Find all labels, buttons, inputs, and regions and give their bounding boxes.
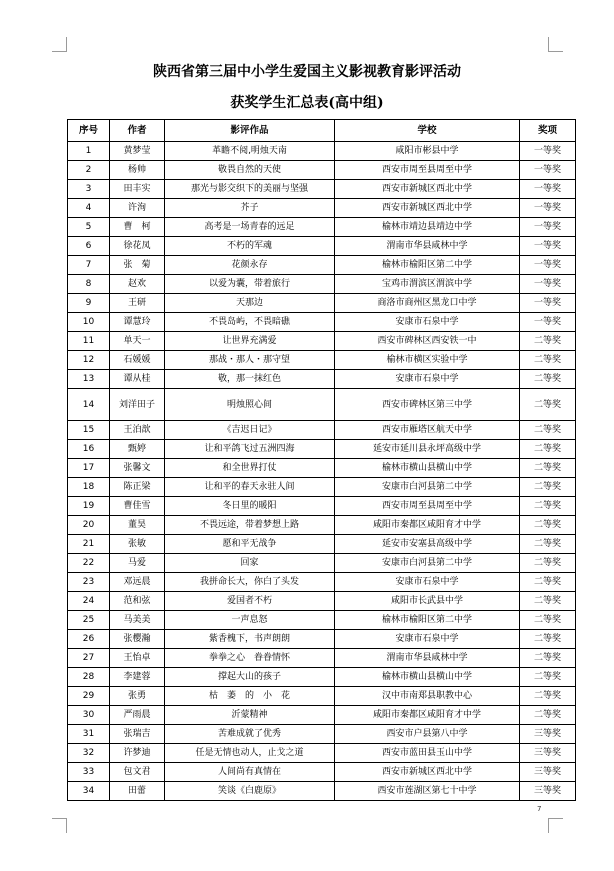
table-body xyxy=(68,142,576,801)
cell-work: 芥子 xyxy=(165,199,335,218)
header-award: 奖项 xyxy=(520,120,576,142)
cell-award: 二等奖 xyxy=(520,497,576,516)
cell-index: 20 xyxy=(68,516,110,535)
cell-award: 一等奖 xyxy=(520,218,576,237)
cell-work: 枯 萎 的 小 花 xyxy=(165,687,335,706)
cell-award: 二等奖 xyxy=(520,630,576,649)
table-row xyxy=(68,725,576,744)
table-row xyxy=(68,421,576,440)
page-number: 7 xyxy=(537,805,542,813)
cell-work: 那光与影交织下的美丽与坚强 xyxy=(165,180,335,199)
cell-school: 西安市新城区西北中学 xyxy=(335,763,520,782)
table-row xyxy=(68,611,576,630)
cell-school: 咸阳市长武县中学 xyxy=(335,592,520,611)
table-row xyxy=(68,459,576,478)
cell-work: 让世界充满爱 xyxy=(165,332,335,351)
cell-award: 一等奖 xyxy=(520,161,576,180)
cell-author: 谭从桂 xyxy=(110,370,165,389)
cell-author: 王研 xyxy=(110,294,165,313)
cell-school: 汉中市南郑县职教中心 xyxy=(335,687,520,706)
cell-index: 31 xyxy=(68,725,110,744)
header-work: 影评作品 xyxy=(165,120,335,142)
cell-school: 西安市户县第八中学 xyxy=(335,725,520,744)
cell-author: 甄婷 xyxy=(110,440,165,459)
table-row xyxy=(68,256,576,275)
cell-author: 刘洋田子 xyxy=(110,389,165,421)
cell-work: 明烛照心间 xyxy=(165,389,335,421)
cell-index: 11 xyxy=(68,332,110,351)
cell-school: 安康市石泉中学 xyxy=(335,370,520,389)
cell-work: 天那边 xyxy=(165,294,335,313)
cell-work: 花颜永存 xyxy=(165,256,335,275)
cell-author: 石媛媛 xyxy=(110,351,165,370)
cell-work: 我拼命长大，你白了头发 xyxy=(165,573,335,592)
cell-author: 张 菊 xyxy=(110,256,165,275)
cell-school: 安康市石泉中学 xyxy=(335,313,520,332)
cell-index: 13 xyxy=(68,370,110,389)
cell-index: 10 xyxy=(68,313,110,332)
cell-school: 西安市碑林区西安铁一中 xyxy=(335,332,520,351)
cell-author: 田丰实 xyxy=(110,180,165,199)
table-row xyxy=(68,294,576,313)
table-row xyxy=(68,180,576,199)
table-row xyxy=(68,199,576,218)
table-row xyxy=(68,237,576,256)
cell-award: 二等奖 xyxy=(520,687,576,706)
cell-work: 革瞻不阅,明烛天南 xyxy=(165,142,335,161)
cell-work: 高考是一场青春的远足 xyxy=(165,218,335,237)
cell-award: 二等奖 xyxy=(520,573,576,592)
cell-school: 榆林市榆阳区第二中学 xyxy=(335,611,520,630)
cell-school: 咸阳市秦都区咸阳育才中学 xyxy=(335,706,520,725)
cell-index: 2 xyxy=(68,161,110,180)
cell-award: 一等奖 xyxy=(520,237,576,256)
table-row xyxy=(68,630,576,649)
cell-award: 一等奖 xyxy=(520,275,576,294)
cell-author: 王泊歆 xyxy=(110,421,165,440)
cell-work: 任是无情也动人，止戈之道 xyxy=(165,744,335,763)
cell-index: 5 xyxy=(68,218,110,237)
table-row xyxy=(68,497,576,516)
cell-work: 紫香槐下，书声朗朗 xyxy=(165,630,335,649)
cell-award: 二等奖 xyxy=(520,440,576,459)
cell-award: 二等奖 xyxy=(520,459,576,478)
cell-work: 一声息怒 xyxy=(165,611,335,630)
crop-mark-top-right xyxy=(548,37,563,52)
cell-author: 包文君 xyxy=(110,763,165,782)
cell-index: 7 xyxy=(68,256,110,275)
cell-school: 宝鸡市渭滨区渭滨中学 xyxy=(335,275,520,294)
cell-author: 董昊 xyxy=(110,516,165,535)
cell-index: 12 xyxy=(68,351,110,370)
cell-award: 二等奖 xyxy=(520,535,576,554)
cell-school: 榆林市靖边县靖边中学 xyxy=(335,218,520,237)
cell-school: 安康市白河县第二中学 xyxy=(335,554,520,573)
cell-author: 徐花凤 xyxy=(110,237,165,256)
cell-index: 19 xyxy=(68,497,110,516)
cell-index: 32 xyxy=(68,744,110,763)
table-row xyxy=(68,649,576,668)
cell-school: 西安市周至县周至中学 xyxy=(335,161,520,180)
crop-mark-bottom-right xyxy=(548,818,563,833)
cell-work: 人间尚有真情在 xyxy=(165,763,335,782)
cell-school: 延安市延川县永坪高级中学 xyxy=(335,440,520,459)
cell-school: 渭南市华县咸林中学 xyxy=(335,649,520,668)
cell-index: 3 xyxy=(68,180,110,199)
table-row xyxy=(68,370,576,389)
cell-index: 1 xyxy=(68,142,110,161)
cell-school: 安康市石泉中学 xyxy=(335,630,520,649)
cell-index: 34 xyxy=(68,782,110,801)
cell-award: 一等奖 xyxy=(520,199,576,218)
cell-award: 二等奖 xyxy=(520,668,576,687)
cell-work: 爱国者不朽 xyxy=(165,592,335,611)
cell-author: 田蕾 xyxy=(110,782,165,801)
cell-index: 23 xyxy=(68,573,110,592)
crop-mark-top-left xyxy=(52,37,67,52)
cell-award: 二等奖 xyxy=(520,706,576,725)
cell-index: 6 xyxy=(68,237,110,256)
cell-school: 榆林市横山县横山中学 xyxy=(335,459,520,478)
cell-work: 撑起大山的孩子 xyxy=(165,668,335,687)
table-row xyxy=(68,592,576,611)
header-index: 序号 xyxy=(68,120,110,142)
cell-author: 赵欢 xyxy=(110,275,165,294)
cell-index: 22 xyxy=(68,554,110,573)
cell-index: 21 xyxy=(68,535,110,554)
cell-award: 三等奖 xyxy=(520,763,576,782)
cell-school: 西安市莲湖区第七十中学 xyxy=(335,782,520,801)
cell-award: 二等奖 xyxy=(520,592,576,611)
cell-work: 沂蒙精神 xyxy=(165,706,335,725)
cell-award: 二等奖 xyxy=(520,370,576,389)
cell-work: 和全世界打仗 xyxy=(165,459,335,478)
cell-work: 不畏岛屿，不畏暗礁 xyxy=(165,313,335,332)
cell-school: 安康市白河县第二中学 xyxy=(335,478,520,497)
table-row xyxy=(68,535,576,554)
award-table xyxy=(67,119,576,801)
table-row xyxy=(68,313,576,332)
table-row xyxy=(68,687,576,706)
cell-work: 不朽的军魂 xyxy=(165,237,335,256)
cell-school: 西安市蓝田县玉山中学 xyxy=(335,744,520,763)
cell-award: 三等奖 xyxy=(520,782,576,801)
cell-author: 张樱瀚 xyxy=(110,630,165,649)
cell-school: 商洛市商州区黑龙口中学 xyxy=(335,294,520,313)
cell-school: 榆林市横区实验中学 xyxy=(335,351,520,370)
cell-author: 张馨文 xyxy=(110,459,165,478)
cell-index: 30 xyxy=(68,706,110,725)
cell-index: 33 xyxy=(68,763,110,782)
table-row xyxy=(68,275,576,294)
table-row xyxy=(68,351,576,370)
cell-author: 马美美 xyxy=(110,611,165,630)
cell-work: 愿和平无战争 xyxy=(165,535,335,554)
cell-index: 17 xyxy=(68,459,110,478)
cell-index: 18 xyxy=(68,478,110,497)
cell-work: 拳拳之心 眷眷情怀 xyxy=(165,649,335,668)
cell-award: 二等奖 xyxy=(520,478,576,497)
cell-author: 陈正梁 xyxy=(110,478,165,497)
table-row xyxy=(68,478,576,497)
table-row xyxy=(68,142,576,161)
table-row xyxy=(68,706,576,725)
cell-work: 不畏远途，带着梦想上路 xyxy=(165,516,335,535)
table-row xyxy=(68,440,576,459)
cell-award: 三等奖 xyxy=(520,744,576,763)
cell-award: 二等奖 xyxy=(520,554,576,573)
table-row xyxy=(68,573,576,592)
table-row xyxy=(68,744,576,763)
cell-author: 马爱 xyxy=(110,554,165,573)
cell-work: 让和平的春天永驻人间 xyxy=(165,478,335,497)
cell-school: 咸阳市秦都区咸阳育才中学 xyxy=(335,516,520,535)
cell-work: 以爱为囊，带着旅行 xyxy=(165,275,335,294)
table-row xyxy=(68,554,576,573)
cell-school: 西安市新城区西北中学 xyxy=(335,180,520,199)
cell-author: 曹佳雪 xyxy=(110,497,165,516)
cell-school: 榆林市横山县横山中学 xyxy=(335,668,520,687)
cell-work: 回家 xyxy=(165,554,335,573)
cell-author: 许梦迪 xyxy=(110,744,165,763)
table-row xyxy=(68,218,576,237)
cell-index: 15 xyxy=(68,421,110,440)
cell-school: 延安市安塞县高级中学 xyxy=(335,535,520,554)
cell-work: 笑谈《白鹿原》 xyxy=(165,782,335,801)
table-row xyxy=(68,516,576,535)
table-row xyxy=(68,389,576,421)
table-row xyxy=(68,763,576,782)
cell-author: 黄梦莹 xyxy=(110,142,165,161)
crop-mark-bottom-left xyxy=(52,818,67,833)
cell-work: 那战・那人・那守望 xyxy=(165,351,335,370)
cell-work: 让和平鸽飞过五洲四海 xyxy=(165,440,335,459)
cell-school: 安康市石泉中学 xyxy=(335,573,520,592)
cell-award: 二等奖 xyxy=(520,332,576,351)
cell-author: 谭慧玲 xyxy=(110,313,165,332)
cell-award: 二等奖 xyxy=(520,611,576,630)
cell-award: 二等奖 xyxy=(520,421,576,440)
cell-author: 邓远晨 xyxy=(110,573,165,592)
cell-author: 曹 柯 xyxy=(110,218,165,237)
cell-school: 西安市碑林区第三中学 xyxy=(335,389,520,421)
cell-award: 一等奖 xyxy=(520,180,576,199)
cell-award: 一等奖 xyxy=(520,142,576,161)
cell-index: 24 xyxy=(68,592,110,611)
cell-index: 16 xyxy=(68,440,110,459)
table-row xyxy=(68,668,576,687)
table-row xyxy=(68,161,576,180)
cell-author: 张勇 xyxy=(110,687,165,706)
cell-index: 29 xyxy=(68,687,110,706)
header-author: 作者 xyxy=(110,120,165,142)
table-row xyxy=(68,782,576,801)
cell-author: 李建蓉 xyxy=(110,668,165,687)
cell-award: 二等奖 xyxy=(520,649,576,668)
cell-author: 王怡卓 xyxy=(110,649,165,668)
cell-index: 27 xyxy=(68,649,110,668)
cell-author: 严雨晨 xyxy=(110,706,165,725)
table-row xyxy=(68,332,576,351)
cell-work: 冬日里的暖阳 xyxy=(165,497,335,516)
cell-school: 渭南市华县咸林中学 xyxy=(335,237,520,256)
cell-index: 26 xyxy=(68,630,110,649)
cell-school: 西安市雁塔区航天中学 xyxy=(335,421,520,440)
cell-award: 二等奖 xyxy=(520,389,576,421)
cell-award: 一等奖 xyxy=(520,256,576,275)
cell-award: 二等奖 xyxy=(520,516,576,535)
cell-award: 一等奖 xyxy=(520,294,576,313)
cell-work: 敬畏自然的天使 xyxy=(165,161,335,180)
cell-index: 28 xyxy=(68,668,110,687)
cell-award: 三等奖 xyxy=(520,725,576,744)
cell-index: 14 xyxy=(68,389,110,421)
header-school: 学校 xyxy=(335,120,520,142)
cell-index: 25 xyxy=(68,611,110,630)
cell-index: 8 xyxy=(68,275,110,294)
cell-author: 单天一 xyxy=(110,332,165,351)
cell-school: 咸阳市彬县中学 xyxy=(335,142,520,161)
cell-index: 4 xyxy=(68,199,110,218)
cell-award: 二等奖 xyxy=(520,351,576,370)
cell-author: 张瑞吉 xyxy=(110,725,165,744)
cell-work: 《吉迟日记》 xyxy=(165,421,335,440)
cell-school: 西安市周至县周至中学 xyxy=(335,497,520,516)
document-subtitle: 获奖学生汇总表(高中组) xyxy=(230,95,384,111)
cell-work: 敬，那一抹红色 xyxy=(165,370,335,389)
cell-work: 苦难成就了优秀 xyxy=(165,725,335,744)
cell-school: 西安市新城区西北中学 xyxy=(335,199,520,218)
document-title: 陕西省第三届中小学生爱国主义影视教育影评活动 xyxy=(153,64,461,80)
cell-author: 张敏 xyxy=(110,535,165,554)
cell-author: 许洵 xyxy=(110,199,165,218)
cell-index: 9 xyxy=(68,294,110,313)
table-header-row xyxy=(68,120,576,142)
cell-school: 榆林市榆阳区第二中学 xyxy=(335,256,520,275)
cell-author: 范和弦 xyxy=(110,592,165,611)
cell-award: 一等奖 xyxy=(520,313,576,332)
cell-author: 杨帅 xyxy=(110,161,165,180)
